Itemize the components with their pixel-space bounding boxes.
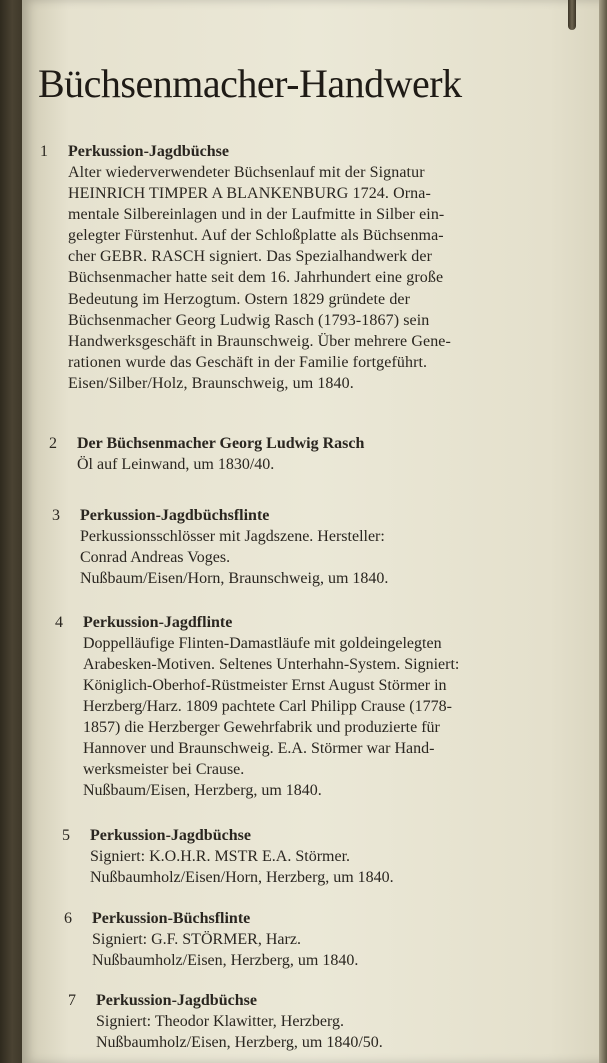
entry-text-line: Büchsenmacher Georg Ludwig Rasch (1793-1867) sein xyxy=(68,311,430,329)
entry-text-line: Königlich-Oberhof-Rüstmeister Ernst August Störmer in xyxy=(83,677,447,694)
entry-text-line: Bedeutung im Herzogtum. Ostern 1829 gründete der xyxy=(68,290,411,308)
entry-title: Perkussion-Jagdflinte xyxy=(83,614,233,631)
entry-text-line: Nußbaumholz/Eisen, Herzberg, um 1840. xyxy=(92,952,359,969)
entry-text-line: rationen wurde das Geschäft in der Familie fortgeführt. xyxy=(68,353,428,371)
catalog-entry xyxy=(49,433,365,475)
catalog-entry xyxy=(40,141,451,394)
entry-text-line: Signiert: K.O.H.R. MSTR E.A. Störmer. xyxy=(90,848,351,865)
entry-text-line: Nußbaumholz/Eisen/Horn, Herzberg, um 1840. xyxy=(90,869,394,886)
entry-text-line: gelegter Fürstenhut. Auf der Schloßplatte als Büchsenma- xyxy=(68,227,444,245)
entry-text-line: Conrad Andreas Voges. xyxy=(80,549,231,566)
entry-text-line: Büchsenmacher hatte seit dem 16. Jahrhundert eine große xyxy=(68,269,444,287)
entry-text-line: Nußbaumholz/Eisen, Herzberg, um 1840/50. xyxy=(96,1034,383,1051)
entry-number: 1 xyxy=(40,143,48,160)
entry-number: 2 xyxy=(49,435,57,452)
entry-text-line: Öl auf Leinwand, um 1830/40. xyxy=(77,456,275,473)
entry-text-line: Hannover und Braunschweig. E.A. Störmer war Hand- xyxy=(83,740,435,757)
entry-text-line: Eisen/Silber/Holz, Braunschweig, um 1840. xyxy=(68,374,354,392)
entry-text-line: Nußbaum/Eisen, Herzberg, um 1840. xyxy=(83,782,322,799)
entry-text-line: Signiert: G.F. STÖRMER, Harz. xyxy=(92,931,301,948)
entry-text-line: cher GEBR. RASCH signiert. Das Spezialhandwerk der xyxy=(68,248,433,266)
catalog-entry xyxy=(62,825,394,888)
entry-text-line: Arabesken-Motiven. Seltenes Unterhahn-System. Signiert: xyxy=(83,656,460,673)
mounting-pin xyxy=(568,0,576,30)
entry-text-line: 1857) die Herzberger Gewehrfabrik und produzierte für xyxy=(83,719,440,736)
entry-text-line: Nußbaum/Eisen/Horn, Braunschweig, um 1840. xyxy=(80,570,389,587)
page-title: Büchsenmacher-Handwerk xyxy=(38,61,462,106)
entry-text-line: Herzberg/Harz. 1809 pachtete Carl Philipp Crause (1778- xyxy=(83,698,452,715)
entry-text-line: Perkussionsschlösser mit Jagdszene. Hersteller: xyxy=(80,528,385,545)
entry-title: Perkussion-Büchsflinte xyxy=(92,910,251,927)
entry-text-line: HEINRICH TIMPER A BLANKENBURG 1724. Orna- xyxy=(68,185,431,203)
entry-text-line: Alter wiederverwendeter Büchsenlauf mit der Signatur xyxy=(68,164,425,181)
entry-title: Perkussion-Jagdbüchse xyxy=(68,143,229,160)
catalog-entry xyxy=(64,908,359,971)
entry-number: 7 xyxy=(68,992,76,1009)
entry-title: Perkussion-Jagdbüchse xyxy=(96,992,257,1009)
entry-number: 6 xyxy=(64,910,72,927)
entry-title: Perkussion-Jagdbüchsflinte xyxy=(80,507,270,524)
catalog-entry xyxy=(52,505,389,589)
entry-number: 3 xyxy=(52,507,60,524)
entry-text-line: mentale Silbereinlagen und in der Laufmitte in Silber ein- xyxy=(68,206,445,224)
entry-text-line: Handwerksgeschäft in Braunschweig. Über mehrere Gene- xyxy=(68,332,451,350)
catalog-entry xyxy=(68,990,383,1053)
catalog-entry xyxy=(55,612,460,801)
entry-title: Der Büchsenmacher Georg Ludwig Rasch xyxy=(77,435,365,452)
entry-title: Perkussion-Jagdbüchse xyxy=(90,827,251,844)
entry-text-line: Signiert: Theodor Klawitter, Herzberg. xyxy=(96,1013,345,1030)
entry-number: 4 xyxy=(55,614,63,631)
entry-number: 5 xyxy=(62,827,70,844)
entry-text-line: Doppelläufige Flinten-Damastläufe mit goldeingelegten xyxy=(83,635,442,652)
frame-edge xyxy=(599,0,607,1063)
entry-text-line: werksmeister bei Crause. xyxy=(83,761,245,778)
